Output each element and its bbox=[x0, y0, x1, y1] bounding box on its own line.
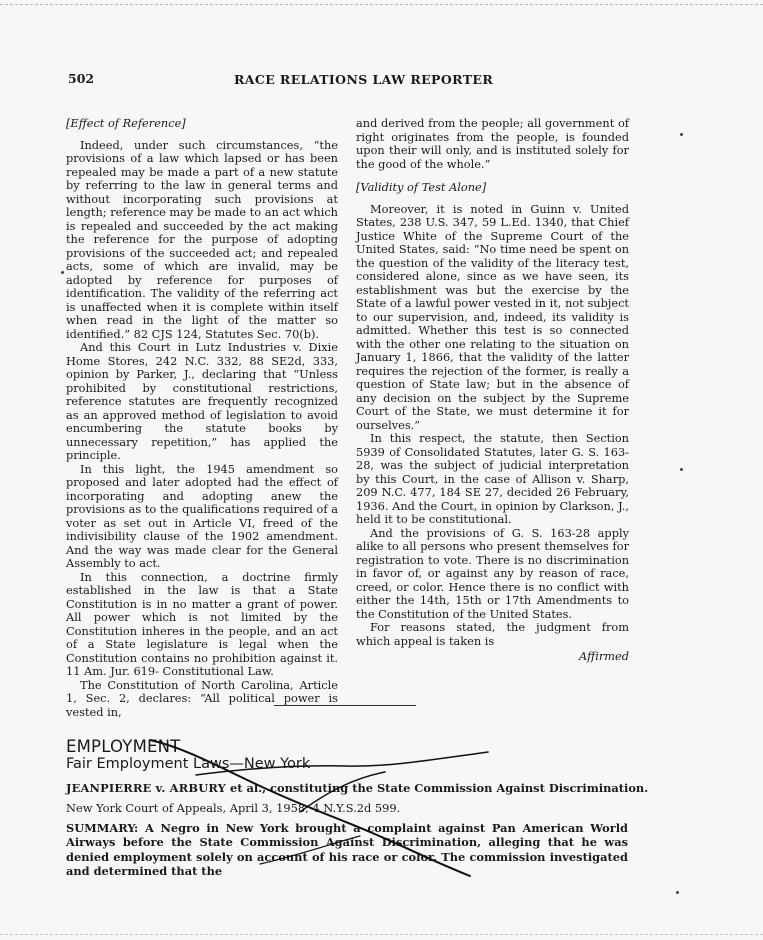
paragraph: And this Court in Lutz Industries v. Dixie Home Stores, 242 N.C. 332, 88 SE2d, 333, opinion by Parker, J., declaring that “Unless prohibited by constitutional restrictions, reference statutes are frequently recognized as an approved method of legislation to avoid encumbering the statute books by unnecessary repetition,” has applied the principle. bbox=[66, 340, 338, 462]
case-title bbox=[66, 781, 649, 795]
right-column bbox=[356, 117, 629, 664]
paragraph: For reasons stated, the judgment from which appeal is taken is bbox=[356, 620, 629, 648]
paragraph: In this respect, the statute, then Section 5939 of Consolidated Statutes, later G. S. 163-28, was the subject of judicial interpretation by this Court, in the case of Allison v. Sharp, 209 N.C. 477, 184 SE 27, decided 26 February, 1936. And the Court, in opinion by Clarkson, J., held it to be constitutional. bbox=[356, 431, 629, 526]
paragraph: In this connection, a doctrine firmly established in the law is that a State Constitution is in no matter a grant of power. All power which is not limited by the Constitution inheres in the people, and an act of a State legislature is legal when the Constitution contains no prohibition against it. 11 Am. Jur. 619- Constitutional Law. bbox=[66, 569, 338, 678]
paragraph: Indeed, under such circumstances, “the provisions of a law which lapsed or has been repealed may be made a part of a new statute by referring to the law in general terms and without incorporating such provisions at length; reference may be made to an act which is repealed and succeeded by the act making the reference for the purpose of adopting provisions of the succeeded act; and repealed acts, some of which are invalid, may be adopted by reference for purposes of identification. The validity of the referring act is unaffected when it is complete within itself when read in the light of the matter so identified.” 82 CJS 124, Statutes Sec. 70(b). bbox=[66, 137, 338, 341]
scan-speck bbox=[680, 133, 683, 136]
scan-speck bbox=[61, 271, 64, 274]
paragraph: The Constitution of North Carolina, Article 1, Sec. 2, declares: “All political power is vested in, bbox=[66, 677, 338, 719]
page-top-edge bbox=[0, 4, 763, 5]
paragraph-continuation: and derived from the people; all government of right originates from the people, is founded upon their will only, and is instituted solely for the good of the whole.” bbox=[356, 116, 629, 171]
section-subheading: Fair Employment Laws—New York bbox=[66, 756, 311, 772]
case-summary: SUMMARY: A Negro in New York brought a complaint against Pan American World Airways before the State Commission Against Discrimination, alleging that he was denied employment solely on account of his race or color. The commission investigated and determined that the bbox=[66, 821, 628, 879]
page-bottom-edge bbox=[0, 934, 763, 935]
case-name: JEANPIERRE v. ARBURY bbox=[66, 781, 226, 795]
paragraph: Moreover, it is noted in Guinn v. United States, 238 U.S. 347, 59 L.Ed. 1340, that Chief Justice White of the Supreme Court of the United States, said: “No time need be spent on the question of the validity of the literacy test, considered alone, since as we have seen, its establishment was but the exercise by the State of a lawful power vested in it, not subject to our supervision, and, indeed, its validity is admitted. Whether this test is so connected with the other one relating to the situation on January 1, 1866, that the validity of the latter requires the rejection of the former, is really a question of State law; but in the absence of any decision on the subject by the Supreme Court of the State, we must determine it for ourselves.” bbox=[356, 201, 629, 432]
case-parties: et al., constituting the State Commission Against Discrimination. bbox=[226, 781, 649, 795]
scan-speck bbox=[680, 468, 683, 471]
running-header: RACE RELATIONS LAW REPORTER bbox=[234, 72, 494, 87]
closing-affirmed: Affirmed bbox=[578, 649, 629, 663]
section-heading: EMPLOYMENT bbox=[66, 737, 181, 756]
paragraph: And the provisions of G. S. 163-28 apply alike to all persons who present themselves for registration to vote. There is no discrimination in favor of, or against any by reason of race, creed, or color. Hence there is no conflict with either the 14th, 15th or 17th Amendments to the Constitution of the United States. bbox=[356, 525, 629, 621]
scan-speck bbox=[676, 891, 679, 894]
section-divider bbox=[274, 705, 416, 706]
case-court-line: New York Court of Appeals, April 3, 1958, 4 N.Y.S.2d 599. bbox=[66, 801, 401, 815]
left-column bbox=[66, 117, 338, 719]
page-number: 502 bbox=[68, 71, 95, 86]
paragraph: In this light, the 1945 amendment so proposed and later adopted had the effect of incorporating and adopting anew the provisions as to the qualifications required of a voter as set out in Article VI, freed of the indivisibility clause of the 1902 amendment. And the way was made clear for the General Assembly to act. bbox=[66, 461, 338, 570]
subhead-effect-of-reference: [Effect of Reference] bbox=[66, 116, 186, 130]
subhead-validity-of-test-alone: [Validity of Test Alone] bbox=[356, 180, 487, 194]
